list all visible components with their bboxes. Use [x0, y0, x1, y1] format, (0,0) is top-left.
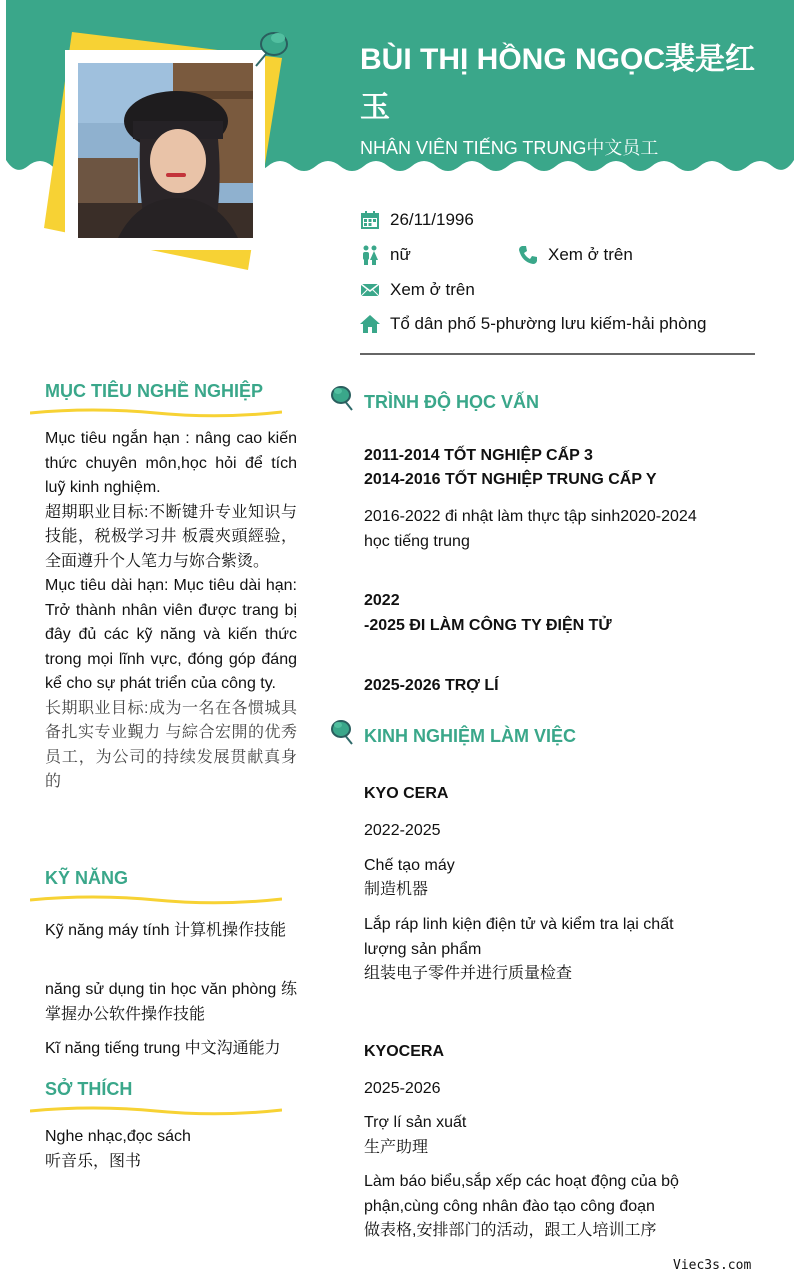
education-line: 2011-2014 TỐT NGHIỆP CẤP 3: [364, 447, 593, 464]
job-desc-vi: Lắp ráp linh kiện điện tử và kiểm tra lại chất lượng sản phẩm: [364, 916, 674, 958]
education-line: 2025-2026 TRỢ LÍ: [364, 677, 499, 694]
candidate-name: BÙI THỊ HỒNG NGỌC裴是红玉: [360, 43, 755, 124]
email-icon: [360, 280, 380, 300]
job-period: 2022-2025: [364, 822, 441, 839]
pushpin-icon: [330, 718, 356, 746]
heading-underline: [30, 406, 282, 420]
gender-value: nữ: [390, 245, 411, 264]
hobbies-heading: SỞ THÍCH: [45, 1079, 133, 1099]
birthday-row: [360, 210, 474, 230]
job-title: NHÂN VIÊN TIẾNG TRUNG中文员工: [360, 138, 659, 158]
skill-item: năng sử dụng tin học văn phòng 练掌握办公软件操作技能: [45, 981, 297, 1023]
hobby-zh: 听音乐，图书: [45, 1152, 142, 1170]
pushpin-icon: [330, 384, 356, 412]
hobbies-text: [45, 1125, 297, 1174]
hobby-vi: Nghe nhạc,đọc sách: [45, 1128, 191, 1145]
home-icon: [360, 314, 380, 334]
job-role-zh: 生产助理: [364, 1139, 429, 1156]
job-period: 2025-2026: [364, 1080, 441, 1097]
job-company: KYOCERA: [364, 1043, 445, 1060]
calendar-icon: [360, 210, 380, 230]
birthday-value: 26/11/1996: [390, 210, 474, 229]
education-heading: TRÌNH ĐỘ HỌC VẤN: [364, 392, 539, 412]
objective-long-vi: Mục tiêu dài hạn: Mục tiêu dài hạn: Trở thành nhân viên được trang bị đây đủ các kỹ năng và kiến thức trong mọi lĩnh vực, đóng góp đáng kể cho sự phát triển của công ty.: [45, 577, 297, 692]
education-line: 2022: [364, 592, 400, 609]
job-desc-vi: Làm báo biểu,sắp xếp các hoạt động của bộ phận,cùng công nhân đào tạo công đoạn: [364, 1173, 679, 1215]
address-row: [360, 314, 707, 334]
email-value: Xem ở trên: [390, 280, 475, 299]
education-line: 2014-2016 TỐT NGHIỆP TRUNG CẤP Y: [364, 471, 657, 488]
skill-item: Kĩ năng tiếng trung 中文沟通能力: [45, 1040, 281, 1057]
gender-icon: [360, 245, 380, 265]
phone-value: Xem ở trên: [548, 245, 633, 264]
job-role-zh: 制造机器: [364, 881, 429, 898]
experience-heading: KINH NGHIỆM LÀM VIỆC: [364, 726, 577, 746]
objective-short-zh: 超期职业目标:不断键升专业知识与技能，税极学习井 板震夾頭經验，全面遵升个人笔力与妳合紫烫。: [45, 503, 297, 570]
gender-row: [360, 245, 411, 265]
heading-underline: [30, 1104, 282, 1118]
education-line: -2025 ĐI LÀM CÔNG TY ĐIỆN TỬ: [364, 617, 612, 634]
job-company: KYO CERA: [364, 785, 449, 802]
job-role-vi: Chế tạo máy: [364, 857, 455, 874]
job-desc-zh: 组装电子零件并进行质量检查: [364, 965, 573, 982]
address-value: Tổ dân phố 5-phường lưu kiếm-hải phòng: [390, 314, 707, 333]
heading-underline: [30, 893, 282, 907]
objective-short-vi: Mục tiêu ngắn hạn : nâng cao kiến thức chuyên môn,học hỏi để tích luỹ kinh nghiệm.: [45, 430, 297, 496]
site-watermark[interactable]: Viec3s.com: [673, 1258, 752, 1273]
phone-row: [518, 245, 633, 265]
divider: [360, 353, 755, 355]
job-role-vi: Trợ lí sản xuất: [364, 1114, 467, 1131]
education-line: 2016-2022 đi nhật làm thực tập sinh2020-2024 học tiếng trung: [364, 508, 697, 550]
objective-heading: MỤC TIÊU NGHỀ NGHIỆP: [45, 381, 264, 401]
objective-text: [45, 427, 297, 795]
pushpin-icon: [248, 26, 290, 72]
skill-item: Kỹ năng máy tính 计算机操作技能: [45, 922, 286, 939]
email-row: [360, 280, 475, 300]
phone-icon: [518, 245, 538, 265]
objective-long-zh: 长期职业目标:成为一名在各惯城具备扎实专业覲力 与綜合宏開的优秀员工，为公司的持续发展贯献真身的: [45, 699, 297, 790]
profile-photo: [78, 63, 253, 238]
job-desc-zh: 做表格,安排部门的活动，跟工人培训工序: [364, 1222, 657, 1239]
skills-heading: KỸ NĂNG: [45, 868, 129, 888]
